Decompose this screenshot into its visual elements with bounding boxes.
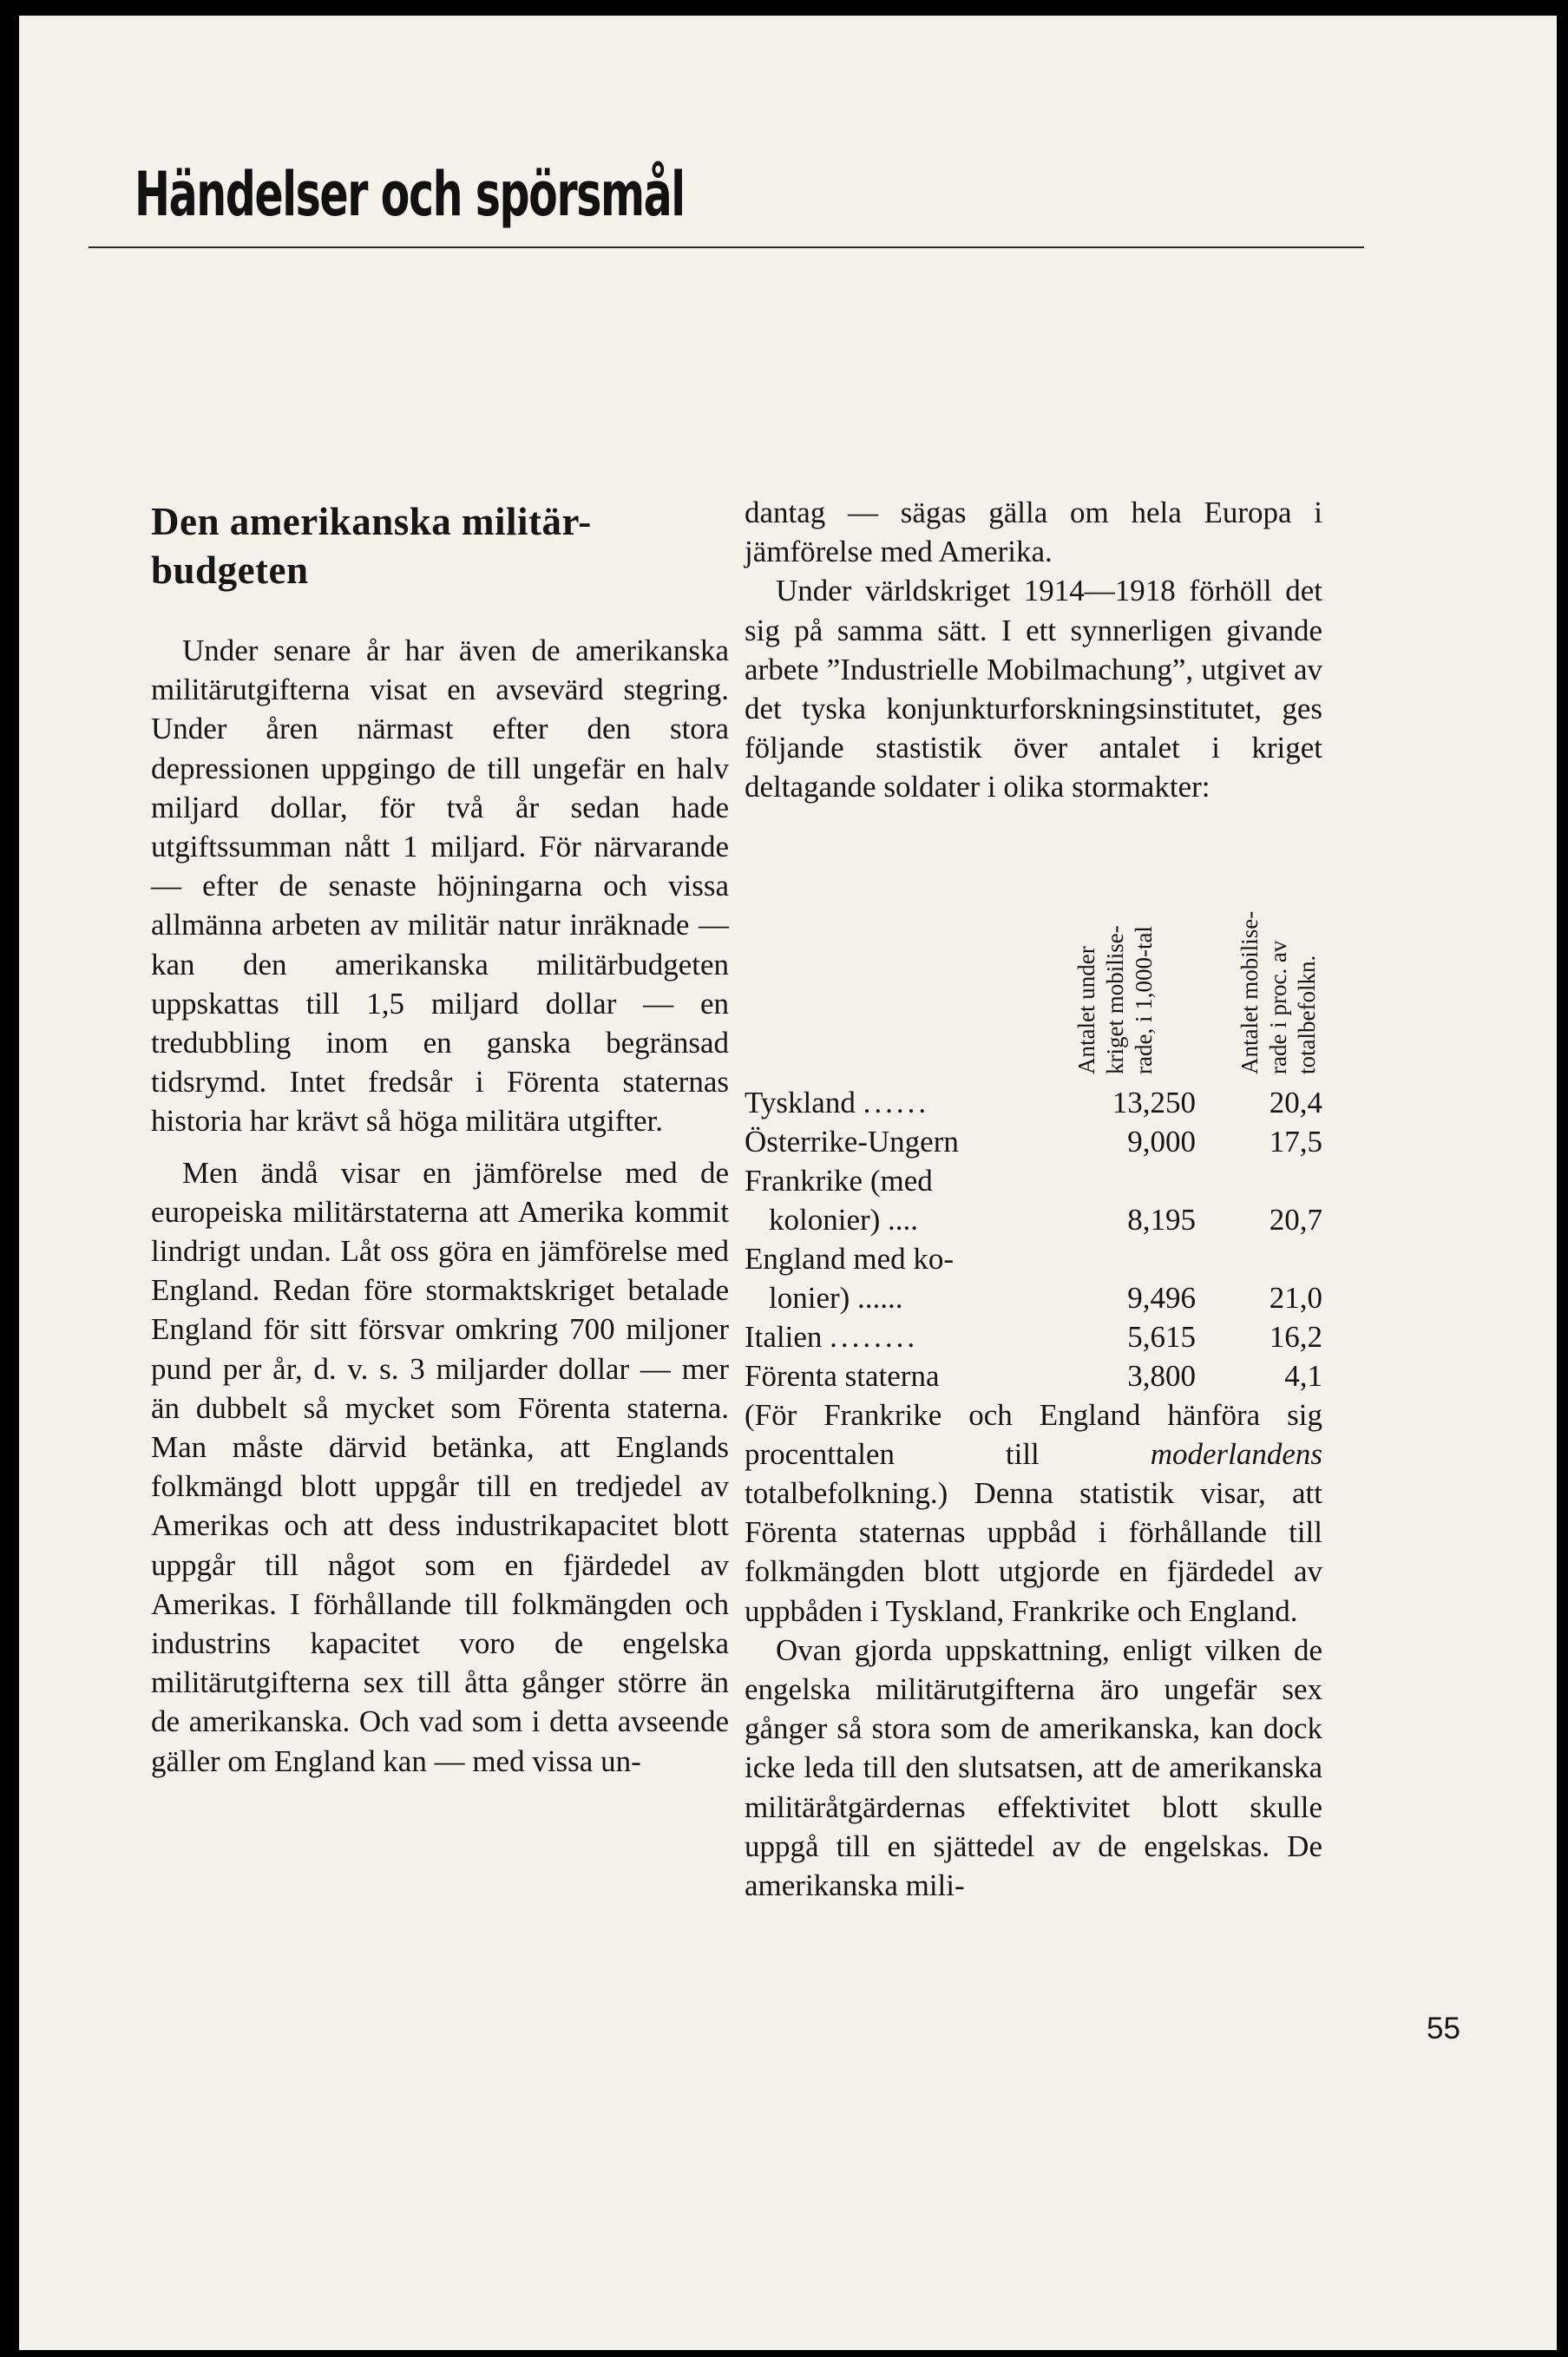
paragraph-2: Men ändå visar en jämförelse med de europeiska militärstaterna att Amerika kommit lindrigt undan. Låt oss göra en jämförelse med England. Redan före stormaktskriget betalade England för sitt försvar omkring 700 miljoner pund per år, d. v. s. 3 miljarder dollar — mer än dubbelt så mycket som Förenta staterna. Man måste därvid betänka, att Englands folkmängd blott uppgår till en tredjedel av Amerikas och att dess industrikapacitet blott uppgår till något som en fjärdedel av Amerikas. I förhållande till folkmängden och industrins kapacitet voro de engelska militärutgifterna sex till åtta gånger större än de amerikanska. Och vad som i detta avseende gäller om England kan — med vissa un- bbox=[151, 1155, 729, 1778]
section-header: Händelser och spörsmål bbox=[134, 159, 685, 230]
country-name: Italien bbox=[745, 1319, 823, 1354]
paragraph-6: Ovan gjorda uppskattning, enligt vilken de engelska militärutgifterna äro ungefär sex gånger så stora som de amerikanska, kan dock icke leda till den slutsatsen, att de amerikanska militäråtgärdernas effektivitet blott skulle uppgå till en sjättedel av de engelskas. De amerikanska mili- bbox=[745, 1632, 1322, 1903]
country-cell bbox=[745, 1083, 1053, 1122]
table-header bbox=[745, 823, 1322, 1074]
table-row bbox=[745, 1122, 1322, 1161]
mobilized-value: 5,615 bbox=[1127, 1319, 1196, 1354]
paragraph-1: Under senare år har även de amerikanska militärutgifterna visat en avsevärd stegring. Under åren närmast efter den stora depressionen uppgingo de till ungefär en halv miljard dollar, för två år sedan hade utgiftssumman nått 1 miljard. För närvarande — efter de senaste höjningarna och vissa allmänna arbeten av militär natur inräknade — kan den amerikanska militärbudgeten uppskattas till 1,5 miljard dollar — en tredubbling inom en ganska begränsad tidsrymd. Intet fredsår i Förenta staternas historia har krävt så höga militära utgifter. bbox=[151, 634, 729, 1139]
mobilized-value: 9,496 bbox=[1127, 1280, 1196, 1315]
paragraph-5-text-end: totalbefolkning.) Denna statistik visar, att Förenta staternas uppbåd i förhållande till folkmängden blott utgjorde en fjärdedel av uppbåden i Tyskland, Frankrike och England. bbox=[745, 1476, 1322, 1628]
mobilization-table bbox=[745, 1083, 1322, 1395]
country-cell bbox=[745, 1122, 1053, 1161]
table-row bbox=[745, 1317, 1322, 1356]
header-rule bbox=[89, 246, 1364, 248]
percent-value: 4,1 bbox=[1284, 1358, 1322, 1393]
mobilized-value: 13,250 bbox=[1112, 1085, 1196, 1119]
mobilized-value: 8,195 bbox=[1127, 1202, 1196, 1237]
leader-dots: ...... bbox=[863, 1085, 930, 1119]
article-title bbox=[151, 497, 729, 594]
paragraph-5 bbox=[745, 1395, 1322, 1631]
column-header-percent: Antalet mobilise- rade i proc. av totalbefolkn. bbox=[1237, 910, 1320, 1074]
article-title-line-2: budgeten bbox=[151, 548, 309, 592]
column-header-mobilized: Antalet under kriget mobilise- rade, i 1,000-tal bbox=[1073, 924, 1157, 1074]
leader-dots: ........ bbox=[830, 1319, 919, 1354]
table-row bbox=[745, 1356, 1322, 1395]
percent-value: 20,7 bbox=[1269, 1202, 1322, 1237]
page-number: 55 bbox=[1427, 2012, 1460, 2045]
paragraph-3: dantag — sägas gälla om hela Europa i jämförelse med Amerika. bbox=[745, 496, 1322, 569]
mobilized-value: 9,000 bbox=[1127, 1124, 1196, 1159]
country-name: Förenta staterna bbox=[745, 1358, 940, 1393]
percent-value: 20,4 bbox=[1269, 1085, 1322, 1119]
country-cell bbox=[745, 1356, 1053, 1395]
country-name: England med ko- bbox=[745, 1241, 955, 1276]
country-cell bbox=[745, 1161, 1053, 1239]
country-cell bbox=[745, 1239, 1053, 1317]
left-column bbox=[151, 497, 729, 1781]
country-name: Österrike-Ungern bbox=[745, 1124, 959, 1159]
percent-value: 17,5 bbox=[1269, 1124, 1322, 1159]
paragraph-5-italic: moderlandens bbox=[1150, 1436, 1322, 1471]
table-row bbox=[745, 1083, 1322, 1122]
paragraph-5-text: (För Frankrike och England hänföra sig procenttalen till bbox=[745, 1397, 1322, 1471]
page bbox=[19, 16, 1557, 2350]
country-name: Tyskland bbox=[745, 1085, 856, 1119]
paragraph-4: Under världskriget 1914—1918 förhöll det sig på samma sätt. I ett synnerligen givande arbete ”Industrielle Mobilmachung”, utgivet av det tyska konjunkturforskningsinstitutet, ges följande stastistik över antalet i kriget deltagande soldater i olika stormakter: bbox=[745, 574, 1322, 804]
percent-value: 21,0 bbox=[1269, 1280, 1322, 1315]
country-cell bbox=[745, 1317, 1053, 1356]
country-name: Frankrike (med bbox=[745, 1163, 933, 1198]
country-name-continued: lonier) ...... bbox=[769, 1280, 903, 1315]
country-name-continued: kolonier) .... bbox=[769, 1202, 919, 1237]
table-row bbox=[745, 1239, 1322, 1317]
percent-value: 16,2 bbox=[1269, 1319, 1322, 1354]
mobilized-value: 3,800 bbox=[1127, 1358, 1196, 1393]
right-column bbox=[745, 493, 1322, 1905]
article-title-line-1: Den amerikanska militär- bbox=[151, 500, 592, 543]
table-row bbox=[745, 1161, 1322, 1239]
